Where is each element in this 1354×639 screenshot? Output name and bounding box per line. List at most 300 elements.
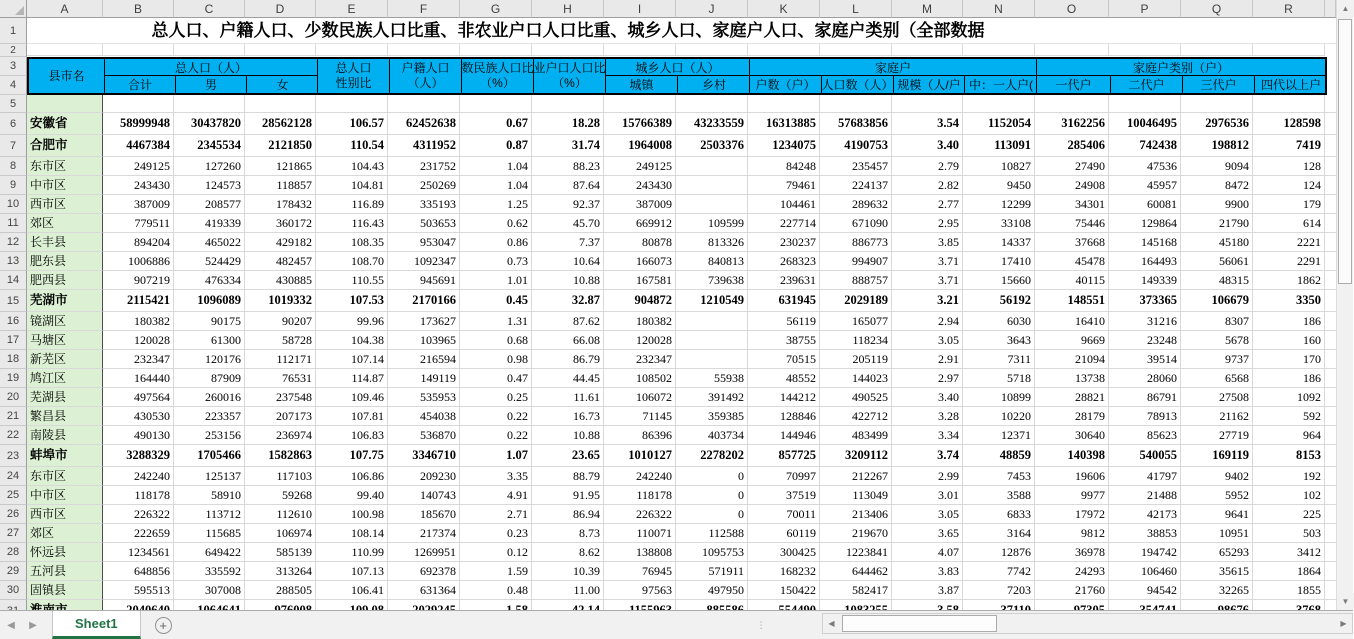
cell-J23[interactable]: 2278202 xyxy=(676,445,748,467)
cell-N8[interactable]: 10827 xyxy=(963,157,1035,176)
cell-C10[interactable]: 208577 xyxy=(174,195,245,214)
header-nonag-pct[interactable]: 业户口人口比 （%） xyxy=(534,59,606,93)
cell-E20[interactable]: 109.46 xyxy=(316,388,388,407)
cell[interactable] xyxy=(963,44,1035,56)
cell-Q21[interactable]: 21162 xyxy=(1181,407,1253,426)
cell-I7[interactable]: 1964008 xyxy=(604,135,676,157)
cell-partial[interactable] xyxy=(1325,233,1336,252)
cell-L22[interactable]: 483499 xyxy=(820,426,892,445)
cell-Q19[interactable]: 6568 xyxy=(1181,369,1253,388)
cell-L29[interactable]: 644462 xyxy=(820,562,892,581)
cell-region-name[interactable]: 马塘区 xyxy=(27,331,103,350)
cell-region-name[interactable]: 镜湖区 xyxy=(27,312,103,331)
cell-G26[interactable]: 2.71 xyxy=(460,505,532,524)
cell-J7[interactable]: 2503376 xyxy=(676,135,748,157)
cell-M12[interactable]: 3.85 xyxy=(892,233,963,252)
cell-N26[interactable]: 6833 xyxy=(963,505,1035,524)
cell-partial[interactable] xyxy=(1325,445,1336,467)
cell-L30[interactable]: 582417 xyxy=(820,581,892,600)
cell-M22[interactable]: 3.34 xyxy=(892,426,963,445)
scroll-left-icon[interactable]: ◀ xyxy=(828,619,835,628)
column-header-P[interactable]: P xyxy=(1109,0,1181,18)
cell-Q8[interactable]: 9094 xyxy=(1181,157,1253,176)
cell-K29[interactable]: 168232 xyxy=(748,562,820,581)
cell-R17[interactable]: 160 xyxy=(1253,331,1325,350)
cell-R29[interactable]: 1864 xyxy=(1253,562,1325,581)
cell-I10[interactable]: 387009 xyxy=(604,195,676,214)
cell-L28[interactable]: 1223841 xyxy=(820,543,892,562)
cell-G15[interactable]: 0.45 xyxy=(460,290,532,312)
cell-P26[interactable]: 42173 xyxy=(1109,505,1181,524)
cell-region-name[interactable]: 繁昌县 xyxy=(27,407,103,426)
column-header-N[interactable]: N xyxy=(963,0,1035,18)
cell-C29[interactable]: 335592 xyxy=(174,562,245,581)
cell-L16[interactable]: 165077 xyxy=(820,312,892,331)
cell-I24[interactable]: 242240 xyxy=(604,467,676,486)
row-header-6[interactable]: 6 xyxy=(0,113,27,135)
cell-L6[interactable]: 57683856 xyxy=(820,113,892,135)
cell-R13[interactable]: 2291 xyxy=(1253,252,1325,271)
cell-O27[interactable]: 9812 xyxy=(1035,524,1109,543)
cell-partial[interactable] xyxy=(1325,581,1336,600)
cell-Q18[interactable]: 9737 xyxy=(1181,350,1253,369)
cell-Q12[interactable]: 45180 xyxy=(1181,233,1253,252)
row-header-17[interactable]: 17 xyxy=(0,331,27,350)
cell-F26[interactable]: 185670 xyxy=(388,505,460,524)
cell-C14[interactable]: 476334 xyxy=(174,271,245,290)
cell-I26[interactable]: 226322 xyxy=(604,505,676,524)
cell-M23[interactable]: 3.74 xyxy=(892,445,963,467)
cell-F24[interactable]: 209230 xyxy=(388,467,460,486)
cell-N25[interactable]: 3588 xyxy=(963,486,1035,505)
cell-H20[interactable]: 11.61 xyxy=(532,388,604,407)
cell-D12[interactable]: 429182 xyxy=(245,233,316,252)
cell-N16[interactable]: 6030 xyxy=(963,312,1035,331)
cell-O24[interactable]: 19606 xyxy=(1035,467,1109,486)
cell-R9[interactable]: 124 xyxy=(1253,176,1325,195)
cell-J28[interactable]: 1095753 xyxy=(676,543,748,562)
cell[interactable] xyxy=(1181,44,1253,56)
cell-region-name[interactable]: 郊区 xyxy=(27,524,103,543)
cell-J14[interactable]: 739638 xyxy=(676,271,748,290)
row-header-24[interactable]: 24 xyxy=(0,467,27,486)
cell-K25[interactable]: 37519 xyxy=(748,486,820,505)
cell-J25[interactable]: 0 xyxy=(676,486,748,505)
cell-P20[interactable]: 86791 xyxy=(1109,388,1181,407)
cell-E8[interactable]: 104.43 xyxy=(316,157,388,176)
cell-O10[interactable]: 34301 xyxy=(1035,195,1109,214)
cell-J17[interactable] xyxy=(676,331,748,350)
column-header-J[interactable]: J xyxy=(676,0,748,18)
cell-O29[interactable]: 24293 xyxy=(1035,562,1109,581)
cell-Q17[interactable]: 5678 xyxy=(1181,331,1253,350)
cell-L27[interactable]: 219670 xyxy=(820,524,892,543)
cell-partial[interactable] xyxy=(1325,95,1336,113)
cell-O6[interactable]: 3162256 xyxy=(1035,113,1109,135)
scroll-down-icon[interactable]: ▼ xyxy=(1337,593,1354,610)
vertical-scrollbar[interactable] xyxy=(1336,0,1353,610)
cell-L23[interactable]: 3209112 xyxy=(820,445,892,467)
cell-D24[interactable]: 117103 xyxy=(245,467,316,486)
cell-Q13[interactable]: 56061 xyxy=(1181,252,1253,271)
cell-F12[interactable]: 953047 xyxy=(388,233,460,252)
cell[interactable] xyxy=(316,44,388,56)
cell-G5[interactable] xyxy=(460,95,532,113)
cell-M16[interactable]: 2.94 xyxy=(892,312,963,331)
cell-O30[interactable]: 21760 xyxy=(1035,581,1109,600)
row-header-14[interactable]: 14 xyxy=(0,271,27,290)
cell-R30[interactable]: 1855 xyxy=(1253,581,1325,600)
cell-J12[interactable]: 813326 xyxy=(676,233,748,252)
cell-D30[interactable]: 288505 xyxy=(245,581,316,600)
title-row-rest[interactable] xyxy=(1109,18,1336,44)
cell-region-name[interactable]: 固镇县 xyxy=(27,581,103,600)
cell-J27[interactable]: 112588 xyxy=(676,524,748,543)
cell-G7[interactable]: 0.87 xyxy=(460,135,532,157)
cell-I5[interactable] xyxy=(604,95,676,113)
cell-J22[interactable]: 403734 xyxy=(676,426,748,445)
cell-L13[interactable]: 994907 xyxy=(820,252,892,271)
cell-L12[interactable]: 886773 xyxy=(820,233,892,252)
row-header-15[interactable]: 15 xyxy=(0,290,27,312)
cell-F29[interactable]: 692378 xyxy=(388,562,460,581)
cell-partial[interactable] xyxy=(1325,312,1336,331)
cell-M25[interactable]: 3.01 xyxy=(892,486,963,505)
row-header-23[interactable]: 23 xyxy=(0,445,27,467)
column-header-partial[interactable] xyxy=(1325,0,1336,18)
cell-Q26[interactable]: 9641 xyxy=(1181,505,1253,524)
cell-G8[interactable]: 1.04 xyxy=(460,157,532,176)
cell-E23[interactable]: 107.75 xyxy=(316,445,388,467)
cell-F9[interactable]: 250269 xyxy=(388,176,460,195)
cell-Q5[interactable] xyxy=(1181,95,1253,113)
tab-scroll-left-icon[interactable]: ◀ xyxy=(7,619,15,631)
cell-B24[interactable]: 242240 xyxy=(103,467,174,486)
cell-J13[interactable]: 840813 xyxy=(676,252,748,271)
cell-K9[interactable]: 79461 xyxy=(748,176,820,195)
cell-K22[interactable]: 144946 xyxy=(748,426,820,445)
cell-Q25[interactable]: 5952 xyxy=(1181,486,1253,505)
cell[interactable] xyxy=(820,44,892,56)
cell-region-name[interactable]: 芜湖市 xyxy=(27,290,103,312)
cell-N12[interactable]: 14337 xyxy=(963,233,1035,252)
cell-partial[interactable] xyxy=(1325,467,1336,486)
cell-L20[interactable]: 490525 xyxy=(820,388,892,407)
cell-I25[interactable]: 118178 xyxy=(604,486,676,505)
cell-P21[interactable]: 78913 xyxy=(1109,407,1181,426)
cell-M20[interactable]: 3.40 xyxy=(892,388,963,407)
cell-partial[interactable] xyxy=(1325,407,1336,426)
cell-region-name[interactable]: 肥西县 xyxy=(27,271,103,290)
cell-region-name[interactable]: 西市区 xyxy=(27,505,103,524)
row-header-4[interactable]: 4 xyxy=(0,76,27,95)
cell-L17[interactable]: 118234 xyxy=(820,331,892,350)
cell-C18[interactable]: 120176 xyxy=(174,350,245,369)
row-header-5[interactable]: 5 xyxy=(0,95,27,113)
cell-N7[interactable]: 113091 xyxy=(963,135,1035,157)
cell-R22[interactable]: 964 xyxy=(1253,426,1325,445)
cell-region-name[interactable]: 肥东县 xyxy=(27,252,103,271)
cell-D23[interactable]: 1582863 xyxy=(245,445,316,467)
cell-D21[interactable]: 207173 xyxy=(245,407,316,426)
cell-K17[interactable]: 38755 xyxy=(748,331,820,350)
cell-E15[interactable]: 107.53 xyxy=(316,290,388,312)
tab-scroll-right-icon[interactable]: ▶ xyxy=(29,619,37,631)
title-cell[interactable]: 总人口、户籍人口、少数民族人口比重、非农业户口人口比重、城乡人口、家庭户人口、家庭户类别（全部数据 xyxy=(27,18,1109,44)
cell-region-name[interactable]: 东市区 xyxy=(27,157,103,176)
cell-G27[interactable]: 0.23 xyxy=(460,524,532,543)
cell-M24[interactable]: 2.99 xyxy=(892,467,963,486)
cell-R12[interactable]: 2221 xyxy=(1253,233,1325,252)
column-header-O[interactable]: O xyxy=(1035,0,1109,18)
cell-H15[interactable]: 32.87 xyxy=(532,290,604,312)
cell-K21[interactable]: 128846 xyxy=(748,407,820,426)
cell-B22[interactable]: 490130 xyxy=(103,426,174,445)
cell-I15[interactable]: 904872 xyxy=(604,290,676,312)
cell-region-name[interactable]: 中市区 xyxy=(27,176,103,195)
row-header-13[interactable]: 13 xyxy=(0,252,27,271)
cell-H17[interactable]: 66.08 xyxy=(532,331,604,350)
cell-R21[interactable]: 592 xyxy=(1253,407,1325,426)
cell-F7[interactable]: 4311952 xyxy=(388,135,460,157)
cell-partial[interactable] xyxy=(1325,350,1336,369)
cell-K23[interactable]: 857725 xyxy=(748,445,820,467)
cell-region-name[interactable]: 合肥市 xyxy=(27,135,103,157)
cell-N22[interactable]: 12371 xyxy=(963,426,1035,445)
cell-E19[interactable]: 114.87 xyxy=(316,369,388,388)
cell-G28[interactable]: 0.12 xyxy=(460,543,532,562)
cell-I23[interactable]: 1010127 xyxy=(604,445,676,467)
cell-I28[interactable]: 138808 xyxy=(604,543,676,562)
cell-I20[interactable]: 106072 xyxy=(604,388,676,407)
cell-B7[interactable]: 4467384 xyxy=(103,135,174,157)
horizontal-scroll-thumb[interactable] xyxy=(842,615,997,632)
cell-E27[interactable]: 108.14 xyxy=(316,524,388,543)
cell-J6[interactable]: 43233559 xyxy=(676,113,748,135)
cell-Q23[interactable]: 169119 xyxy=(1181,445,1253,467)
header-sex-ratio[interactable]: 总人口 性别比 xyxy=(318,59,390,93)
cell-N11[interactable]: 33108 xyxy=(963,214,1035,233)
cell-R19[interactable]: 186 xyxy=(1253,369,1325,388)
cell-I18[interactable]: 232347 xyxy=(604,350,676,369)
cell-E11[interactable]: 116.43 xyxy=(316,214,388,233)
cell-M10[interactable]: 2.77 xyxy=(892,195,963,214)
column-header-I[interactable]: I xyxy=(604,0,676,18)
cell-E28[interactable]: 110.99 xyxy=(316,543,388,562)
cell-F17[interactable]: 103965 xyxy=(388,331,460,350)
cell[interactable] xyxy=(1253,44,1325,56)
cell-J15[interactable]: 1210549 xyxy=(676,290,748,312)
cell-R26[interactable]: 225 xyxy=(1253,505,1325,524)
cell-P19[interactable]: 28060 xyxy=(1109,369,1181,388)
cell-P14[interactable]: 149339 xyxy=(1109,271,1181,290)
cell-H7[interactable]: 31.74 xyxy=(532,135,604,157)
cell-F30[interactable]: 631364 xyxy=(388,581,460,600)
cell-I8[interactable]: 249125 xyxy=(604,157,676,176)
cell-G29[interactable]: 1.59 xyxy=(460,562,532,581)
cell-D17[interactable]: 58728 xyxy=(245,331,316,350)
cell-O23[interactable]: 140398 xyxy=(1035,445,1109,467)
cell-G19[interactable]: 0.47 xyxy=(460,369,532,388)
cell-R20[interactable]: 1092 xyxy=(1253,388,1325,407)
cell-O7[interactable]: 285406 xyxy=(1035,135,1109,157)
cell-B30[interactable]: 595513 xyxy=(103,581,174,600)
cell-E6[interactable]: 106.57 xyxy=(316,113,388,135)
cell-J10[interactable] xyxy=(676,195,748,214)
cell-H10[interactable]: 92.37 xyxy=(532,195,604,214)
cell-M5[interactable] xyxy=(892,95,963,113)
cell-F8[interactable]: 231752 xyxy=(388,157,460,176)
cell-P22[interactable]: 85623 xyxy=(1109,426,1181,445)
cell-K11[interactable]: 227714 xyxy=(748,214,820,233)
cell-K19[interactable]: 48552 xyxy=(748,369,820,388)
cell-C20[interactable]: 260016 xyxy=(174,388,245,407)
cell-F15[interactable]: 2170166 xyxy=(388,290,460,312)
cell-C13[interactable]: 524429 xyxy=(174,252,245,271)
cell-E10[interactable]: 116.89 xyxy=(316,195,388,214)
cell-K27[interactable]: 60119 xyxy=(748,524,820,543)
horizontal-scrollbar[interactable] xyxy=(822,613,1353,634)
cell-B25[interactable]: 118178 xyxy=(103,486,174,505)
row-header-11[interactable]: 11 xyxy=(0,214,27,233)
cell-region-name[interactable]: 怀远县 xyxy=(27,543,103,562)
sheet-tab-sheet1[interactable]: Sheet1 xyxy=(52,611,141,639)
cell-M15[interactable]: 3.21 xyxy=(892,290,963,312)
cell-N19[interactable]: 5718 xyxy=(963,369,1035,388)
cell-K14[interactable]: 239631 xyxy=(748,271,820,290)
cell-B6[interactable]: 58999948 xyxy=(103,113,174,135)
cell-B16[interactable]: 180382 xyxy=(103,312,174,331)
cell-O25[interactable]: 9977 xyxy=(1035,486,1109,505)
cell-P24[interactable]: 41797 xyxy=(1109,467,1181,486)
cell-F25[interactable]: 140743 xyxy=(388,486,460,505)
cell-G23[interactable]: 1.07 xyxy=(460,445,532,467)
scroll-right-icon[interactable]: ▶ xyxy=(1340,619,1347,628)
cell-region-name[interactable]: 安徽省 xyxy=(27,113,103,135)
cell[interactable] xyxy=(532,44,604,56)
cell-Q27[interactable]: 10951 xyxy=(1181,524,1253,543)
cell-M8[interactable]: 2.79 xyxy=(892,157,963,176)
cell-P7[interactable]: 742438 xyxy=(1109,135,1181,157)
scroll-up-icon[interactable]: ▲ xyxy=(1337,0,1354,17)
row-header-29[interactable]: 29 xyxy=(0,562,27,581)
column-header-D[interactable]: D xyxy=(245,0,316,18)
cell-E13[interactable]: 108.70 xyxy=(316,252,388,271)
cell-N28[interactable]: 12876 xyxy=(963,543,1035,562)
cell-N21[interactable]: 10220 xyxy=(963,407,1035,426)
row-header-19[interactable]: 19 xyxy=(0,369,27,388)
cell-F11[interactable]: 503653 xyxy=(388,214,460,233)
cell-K8[interactable]: 84248 xyxy=(748,157,820,176)
cell-P18[interactable]: 39514 xyxy=(1109,350,1181,369)
cell-D27[interactable]: 106974 xyxy=(245,524,316,543)
cell-I12[interactable]: 80878 xyxy=(604,233,676,252)
header-minority-pct[interactable]: 数民族人口比 （%） xyxy=(462,59,534,93)
cell-Q30[interactable]: 32265 xyxy=(1181,581,1253,600)
cell-R14[interactable]: 1862 xyxy=(1253,271,1325,290)
cell-O17[interactable]: 9669 xyxy=(1035,331,1109,350)
cell-G25[interactable]: 4.91 xyxy=(460,486,532,505)
row-header-7[interactable]: 7 xyxy=(0,135,27,157)
cell-partial[interactable] xyxy=(1325,271,1336,290)
cell-R15[interactable]: 3350 xyxy=(1253,290,1325,312)
cell-R24[interactable]: 192 xyxy=(1253,467,1325,486)
cell-N10[interactable]: 12299 xyxy=(963,195,1035,214)
cell-D13[interactable]: 482457 xyxy=(245,252,316,271)
cell-B13[interactable]: 1006886 xyxy=(103,252,174,271)
cell-H11[interactable]: 45.70 xyxy=(532,214,604,233)
cell[interactable] xyxy=(460,44,532,56)
cell-C23[interactable]: 1705466 xyxy=(174,445,245,467)
cell-partial[interactable] xyxy=(1325,486,1336,505)
cell-I29[interactable]: 76945 xyxy=(604,562,676,581)
cell-L11[interactable]: 671090 xyxy=(820,214,892,233)
cell-G6[interactable]: 0.67 xyxy=(460,113,532,135)
cell-M6[interactable]: 3.54 xyxy=(892,113,963,135)
cell-H25[interactable]: 91.95 xyxy=(532,486,604,505)
cell-P5[interactable] xyxy=(1109,95,1181,113)
column-header-R[interactable]: R xyxy=(1253,0,1325,18)
cell-K28[interactable]: 300425 xyxy=(748,543,820,562)
cell-partial[interactable] xyxy=(1325,157,1336,176)
cell-M9[interactable]: 2.82 xyxy=(892,176,963,195)
cell-F14[interactable]: 945691 xyxy=(388,271,460,290)
cell-partial[interactable] xyxy=(1325,562,1336,581)
cell-H26[interactable]: 86.94 xyxy=(532,505,604,524)
cell-L5[interactable] xyxy=(820,95,892,113)
cell-E26[interactable]: 100.98 xyxy=(316,505,388,524)
cell-D29[interactable]: 313264 xyxy=(245,562,316,581)
cell-partial[interactable] xyxy=(1325,505,1336,524)
column-header-Q[interactable]: Q xyxy=(1181,0,1253,18)
cell-K18[interactable]: 70515 xyxy=(748,350,820,369)
cell-N14[interactable]: 15660 xyxy=(963,271,1035,290)
row-header-28[interactable]: 28 xyxy=(0,543,27,562)
cell-O8[interactable]: 27490 xyxy=(1035,157,1109,176)
cell-J21[interactable]: 359385 xyxy=(676,407,748,426)
cell-F6[interactable]: 62452638 xyxy=(388,113,460,135)
cell-region-name[interactable]: 芜湖县 xyxy=(27,388,103,407)
cell-I14[interactable]: 167581 xyxy=(604,271,676,290)
cell-F23[interactable]: 3346710 xyxy=(388,445,460,467)
cell-H5[interactable] xyxy=(532,95,604,113)
tab-bar-resize-handle[interactable]: ⋮ xyxy=(756,619,767,630)
cell-B9[interactable]: 243430 xyxy=(103,176,174,195)
cell-R5[interactable] xyxy=(1253,95,1325,113)
cell-E5[interactable] xyxy=(316,95,388,113)
cell-K20[interactable]: 144212 xyxy=(748,388,820,407)
cell-P13[interactable]: 164493 xyxy=(1109,252,1181,271)
cell-H19[interactable]: 44.45 xyxy=(532,369,604,388)
row-header-18[interactable]: 18 xyxy=(0,350,27,369)
cell-B20[interactable]: 497564 xyxy=(103,388,174,407)
row-header-25[interactable]: 25 xyxy=(0,486,27,505)
cell-N30[interactable]: 7203 xyxy=(963,581,1035,600)
add-sheet-button[interactable]: + xyxy=(155,617,172,634)
cell-J16[interactable] xyxy=(676,312,748,331)
cell-K30[interactable]: 150422 xyxy=(748,581,820,600)
cell-P28[interactable]: 194742 xyxy=(1109,543,1181,562)
cell-M27[interactable]: 3.65 xyxy=(892,524,963,543)
column-header-L[interactable]: L xyxy=(820,0,892,18)
cell-B26[interactable]: 226322 xyxy=(103,505,174,524)
cell[interactable] xyxy=(27,44,103,56)
cell-G11[interactable]: 0.62 xyxy=(460,214,532,233)
cell-I9[interactable]: 243430 xyxy=(604,176,676,195)
cell-G16[interactable]: 1.31 xyxy=(460,312,532,331)
cell-J20[interactable]: 391492 xyxy=(676,388,748,407)
row-header-27[interactable]: 27 xyxy=(0,524,27,543)
